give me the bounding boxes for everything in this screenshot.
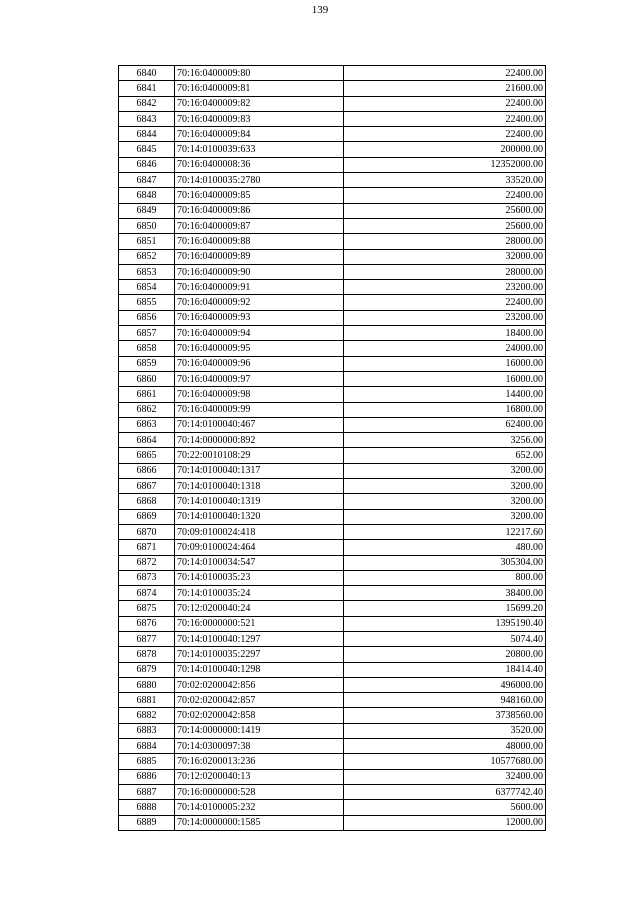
row-number: 6851 xyxy=(119,234,175,249)
row-number: 6854 xyxy=(119,280,175,295)
cadastral-value: 16000.00 xyxy=(344,371,546,386)
row-number: 6843 xyxy=(119,111,175,126)
cadastral-value: 32000.00 xyxy=(344,249,546,264)
cadastral-number: 70:14:0100035:23 xyxy=(175,570,344,585)
cadastral-number: 70:12:0200040:13 xyxy=(175,769,344,784)
table-row xyxy=(119,188,546,203)
row-number: 6887 xyxy=(119,784,175,799)
row-number: 6855 xyxy=(119,295,175,310)
cadastral-value: 10577680.00 xyxy=(344,754,546,769)
table-row xyxy=(119,157,546,172)
cadastral-value: 32400.00 xyxy=(344,769,546,784)
cadastral-value: 5074.40 xyxy=(344,631,546,646)
table-row xyxy=(119,479,546,494)
table-row xyxy=(119,524,546,539)
cadastral-number: 70:14:0100040:467 xyxy=(175,417,344,432)
row-number: 6845 xyxy=(119,142,175,157)
table-row xyxy=(119,173,546,188)
cadastral-value: 24000.00 xyxy=(344,341,546,356)
cadastral-number: 70:02:0200042:858 xyxy=(175,708,344,723)
row-number: 6886 xyxy=(119,769,175,784)
table-row xyxy=(119,371,546,386)
row-number: 6883 xyxy=(119,723,175,738)
row-number: 6867 xyxy=(119,479,175,494)
cadastral-number: 70:16:0400009:88 xyxy=(175,234,344,249)
cadastral-value: 948160.00 xyxy=(344,693,546,708)
cadastral-value: 15699.20 xyxy=(344,601,546,616)
table-row xyxy=(119,601,546,616)
table-row xyxy=(119,448,546,463)
table-row xyxy=(119,647,546,662)
cadastral-number: 70:16:0400009:93 xyxy=(175,310,344,325)
cadastral-value: 3256.00 xyxy=(344,433,546,448)
row-number: 6846 xyxy=(119,157,175,172)
row-number: 6858 xyxy=(119,341,175,356)
table-row xyxy=(119,631,546,646)
cadastral-number: 70:14:0000000:892 xyxy=(175,433,344,448)
table-row xyxy=(119,280,546,295)
row-number: 6869 xyxy=(119,509,175,524)
cadastral-value: 5600.00 xyxy=(344,800,546,815)
row-number: 6885 xyxy=(119,754,175,769)
cadastral-value: 480.00 xyxy=(344,540,546,555)
table-row xyxy=(119,540,546,555)
row-number: 6872 xyxy=(119,555,175,570)
table-row xyxy=(119,784,546,799)
cadastral-number: 70:02:0200042:856 xyxy=(175,677,344,692)
row-number: 6866 xyxy=(119,463,175,478)
row-number: 6884 xyxy=(119,739,175,754)
cadastral-number: 70:16:0400009:83 xyxy=(175,111,344,126)
cadastral-value: 22400.00 xyxy=(344,111,546,126)
row-number: 6862 xyxy=(119,402,175,417)
cadastral-number: 70:16:0400009:99 xyxy=(175,402,344,417)
row-number: 6873 xyxy=(119,570,175,585)
cadastral-number: 70:16:0400009:85 xyxy=(175,188,344,203)
cadastral-value: 3200.00 xyxy=(344,463,546,478)
cadastral-number: 70:02:0200042:857 xyxy=(175,693,344,708)
cadastral-number: 70:16:0400009:96 xyxy=(175,356,344,371)
cadastral-value: 652.00 xyxy=(344,448,546,463)
table-row xyxy=(119,509,546,524)
table-row xyxy=(119,815,546,830)
cadastral-number: 70:16:0400009:87 xyxy=(175,218,344,233)
row-number: 6856 xyxy=(119,310,175,325)
cadastral-number: 70:16:0400009:86 xyxy=(175,203,344,218)
row-number: 6852 xyxy=(119,249,175,264)
row-number: 6863 xyxy=(119,417,175,432)
table-row xyxy=(119,616,546,631)
table-row xyxy=(119,769,546,784)
cadastral-number: 70:22:0010108:29 xyxy=(175,448,344,463)
row-number: 6876 xyxy=(119,616,175,631)
cadastral-value: 48000.00 xyxy=(344,739,546,754)
row-number: 6888 xyxy=(119,800,175,815)
cadastral-number: 70:14:0100040:1297 xyxy=(175,631,344,646)
cadastral-value: 22400.00 xyxy=(344,96,546,111)
cadastral-value: 12352000.00 xyxy=(344,157,546,172)
table-row xyxy=(119,555,546,570)
table-row xyxy=(119,739,546,754)
cadastral-value: 6377742.40 xyxy=(344,784,546,799)
cadastral-number: 70:16:0400009:89 xyxy=(175,249,344,264)
row-number: 6868 xyxy=(119,494,175,509)
table-row xyxy=(119,433,546,448)
table-row xyxy=(119,249,546,264)
cadastral-number: 70:16:0200013:236 xyxy=(175,754,344,769)
cadastral-number: 70:14:0100040:1298 xyxy=(175,662,344,677)
cadastral-value: 14400.00 xyxy=(344,387,546,402)
row-number: 6857 xyxy=(119,326,175,341)
table-row xyxy=(119,463,546,478)
cadastral-number: 70:14:0100040:1317 xyxy=(175,463,344,478)
table-row xyxy=(119,341,546,356)
cadastral-value: 3520.00 xyxy=(344,723,546,738)
table-row xyxy=(119,326,546,341)
table-row xyxy=(119,295,546,310)
row-number: 6874 xyxy=(119,586,175,601)
cadastral-number: 70:16:0400009:91 xyxy=(175,280,344,295)
cadastral-value: 3738560.00 xyxy=(344,708,546,723)
row-number: 6844 xyxy=(119,127,175,142)
cadastral-value: 21600.00 xyxy=(344,81,546,96)
row-number: 6882 xyxy=(119,708,175,723)
cadastral-value: 3200.00 xyxy=(344,494,546,509)
cadastral-number: 70:16:0400009:98 xyxy=(175,387,344,402)
cadastral-value: 22400.00 xyxy=(344,188,546,203)
table-row xyxy=(119,142,546,157)
table-row xyxy=(119,66,546,81)
table-row xyxy=(119,693,546,708)
cadastral-number: 70:09:0100024:464 xyxy=(175,540,344,555)
row-number: 6878 xyxy=(119,647,175,662)
cadastral-number: 70:16:0400008:36 xyxy=(175,157,344,172)
cadastral-value: 1395190.40 xyxy=(344,616,546,631)
table-row xyxy=(119,494,546,509)
row-number: 6865 xyxy=(119,448,175,463)
cadastral-value: 305304.00 xyxy=(344,555,546,570)
row-number: 6841 xyxy=(119,81,175,96)
cadastral-value: 23200.00 xyxy=(344,310,546,325)
cadastral-value: 200000.00 xyxy=(344,142,546,157)
cadastral-number: 70:16:0400009:80 xyxy=(175,66,344,81)
row-number: 6860 xyxy=(119,371,175,386)
table-row xyxy=(119,800,546,815)
cadastral-number: 70:16:0400009:92 xyxy=(175,295,344,310)
cadastral-value: 25600.00 xyxy=(344,218,546,233)
cadastral-number: 70:09:0100024:418 xyxy=(175,524,344,539)
row-number: 6861 xyxy=(119,387,175,402)
table-row xyxy=(119,417,546,432)
cadastral-value: 16000.00 xyxy=(344,356,546,371)
cadastral-number: 70:16:0400009:81 xyxy=(175,81,344,96)
cadastral-value: 38400.00 xyxy=(344,586,546,601)
table-row xyxy=(119,402,546,417)
cadastral-number: 70:16:0400009:90 xyxy=(175,264,344,279)
cadastral-number: 70:14:0300097:38 xyxy=(175,739,344,754)
cadastral-value: 16800.00 xyxy=(344,402,546,417)
cadastral-value: 3200.00 xyxy=(344,479,546,494)
cadastral-number: 70:16:0400009:82 xyxy=(175,96,344,111)
table-row xyxy=(119,754,546,769)
table-body xyxy=(119,66,546,831)
table-row xyxy=(119,723,546,738)
table-row xyxy=(119,586,546,601)
row-number: 6889 xyxy=(119,815,175,830)
cadastral-number: 70:14:0100040:1320 xyxy=(175,509,344,524)
cadastral-value: 800.00 xyxy=(344,570,546,585)
table-row xyxy=(119,387,546,402)
row-number: 6880 xyxy=(119,677,175,692)
row-number: 6842 xyxy=(119,96,175,111)
table-row xyxy=(119,662,546,677)
page-number: 139 xyxy=(311,4,329,16)
cadastral-number: 70:14:0100040:1318 xyxy=(175,479,344,494)
row-number: 6840 xyxy=(119,66,175,81)
cadastral-number: 70:16:0400009:94 xyxy=(175,326,344,341)
cadastral-number: 70:14:0100035:2297 xyxy=(175,647,344,662)
cadastral-number: 70:12:0200040:24 xyxy=(175,601,344,616)
cadastral-number: 70:14:0100035:2780 xyxy=(175,173,344,188)
table-row xyxy=(119,570,546,585)
cadastral-value: 12000.00 xyxy=(344,815,546,830)
table-row xyxy=(119,677,546,692)
cadastral-value: 18414.40 xyxy=(344,662,546,677)
cadastral-value: 23200.00 xyxy=(344,280,546,295)
table-row xyxy=(119,81,546,96)
cadastral-value: 25600.00 xyxy=(344,203,546,218)
table-row xyxy=(119,708,546,723)
cadastral-value-table xyxy=(118,65,546,831)
cadastral-value: 22400.00 xyxy=(344,295,546,310)
cadastral-number: 70:16:0000000:528 xyxy=(175,784,344,799)
table-row xyxy=(119,203,546,218)
row-number: 6847 xyxy=(119,173,175,188)
row-number: 6864 xyxy=(119,433,175,448)
table-row xyxy=(119,234,546,249)
cadastral-number: 70:16:0000000:521 xyxy=(175,616,344,631)
cadastral-number: 70:16:0400009:84 xyxy=(175,127,344,142)
cadastral-value: 62400.00 xyxy=(344,417,546,432)
cadastral-number: 70:14:0100005:232 xyxy=(175,800,344,815)
cadastral-number: 70:16:0400009:95 xyxy=(175,341,344,356)
row-number: 6848 xyxy=(119,188,175,203)
row-number: 6850 xyxy=(119,218,175,233)
cadastral-number: 70:14:0100034:547 xyxy=(175,555,344,570)
row-number: 6870 xyxy=(119,524,175,539)
cadastral-value: 12217.60 xyxy=(344,524,546,539)
row-number: 6879 xyxy=(119,662,175,677)
cadastral-value: 18400.00 xyxy=(344,326,546,341)
row-number: 6881 xyxy=(119,693,175,708)
row-number: 6875 xyxy=(119,601,175,616)
cadastral-number: 70:14:0100035:24 xyxy=(175,586,344,601)
table-row xyxy=(119,264,546,279)
cadastral-number: 70:14:0000000:1419 xyxy=(175,723,344,738)
table-row xyxy=(119,356,546,371)
table-row xyxy=(119,127,546,142)
row-number: 6859 xyxy=(119,356,175,371)
cadastral-number: 70:14:0100039:633 xyxy=(175,142,344,157)
cadastral-value: 28000.00 xyxy=(344,264,546,279)
table-row xyxy=(119,310,546,325)
cadastral-value: 22400.00 xyxy=(344,66,546,81)
table-row xyxy=(119,111,546,126)
cadastral-number: 70:16:0400009:97 xyxy=(175,371,344,386)
row-number: 6877 xyxy=(119,631,175,646)
cadastral-value: 496000.00 xyxy=(344,677,546,692)
row-number: 6871 xyxy=(119,540,175,555)
cadastral-number: 70:14:0000000:1585 xyxy=(175,815,344,830)
cadastral-value: 3200.00 xyxy=(344,509,546,524)
table-row xyxy=(119,96,546,111)
row-number: 6853 xyxy=(119,264,175,279)
cadastral-value: 20800.00 xyxy=(344,647,546,662)
cadastral-value: 33520.00 xyxy=(344,173,546,188)
row-number: 6849 xyxy=(119,203,175,218)
cadastral-value: 28000.00 xyxy=(344,234,546,249)
table-row xyxy=(119,218,546,233)
cadastral-value: 22400.00 xyxy=(344,127,546,142)
cadastral-number: 70:14:0100040:1319 xyxy=(175,494,344,509)
